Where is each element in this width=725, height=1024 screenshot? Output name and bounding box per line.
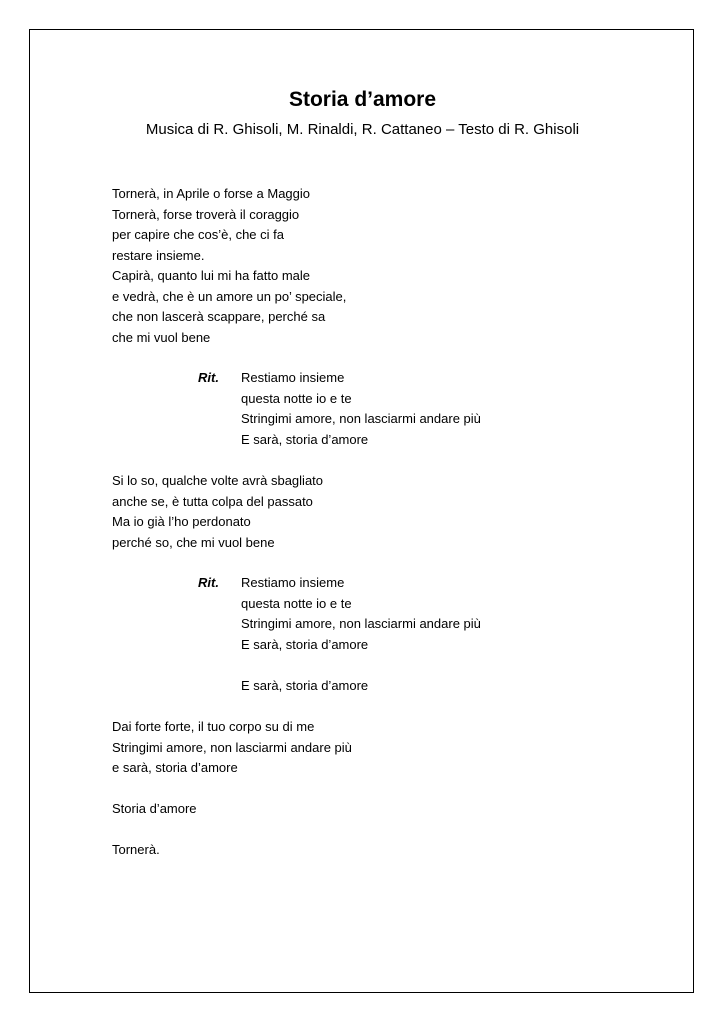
lyric-line: per capire che cos’è, che ci fa xyxy=(112,227,284,242)
verse-2 xyxy=(112,471,323,553)
outro-2 xyxy=(112,840,160,861)
refrain-line: Stringimi amore, non lasciarmi andare più xyxy=(241,411,481,426)
song-title: Storia d’amore xyxy=(288,88,437,111)
refrain-line: questa notte io e te xyxy=(241,595,352,611)
verse-1 xyxy=(112,184,346,348)
lyric-line: perché so, che mi vuol bene xyxy=(112,534,275,550)
refrain-lines xyxy=(241,368,481,450)
refrain-line: E sarà, storia d’amore xyxy=(241,431,369,447)
lyric-line: e vedrà, che è un amore un po’ speciale, xyxy=(112,288,347,304)
outro-1 xyxy=(112,799,197,820)
refrain-line: Stringimi amore, non lasciarmi andare più xyxy=(241,616,481,631)
refrain-line: Restiamo insieme xyxy=(241,370,345,385)
refrain-lines xyxy=(241,573,481,696)
lyric-line: Dai forte forte, il tuo corpo su di me xyxy=(112,719,315,734)
lyric-line: che mi vuol bene xyxy=(112,329,211,345)
lyric-line: anche se, è tutta colpa del passato xyxy=(112,493,313,509)
refrain-label: Rit. xyxy=(198,575,219,590)
lyric-line: e sarà, storia d’amore xyxy=(112,760,238,775)
refrain-line: E sarà, storia d’amore xyxy=(241,636,369,652)
verse-3 xyxy=(112,717,352,779)
lyric-line: Storia d’amore xyxy=(112,801,197,816)
lyric-line: Tornerà, forse troverà il coraggio xyxy=(112,206,300,222)
lyric-line: che non lascerà scappare, perché sa xyxy=(112,309,326,324)
refrain-line: E sarà, storia d’amore xyxy=(241,677,369,693)
lyric-line: Tornerà. xyxy=(112,842,160,857)
refrain-line xyxy=(241,655,481,676)
lyric-line: Stringimi amore, non lasciarmi andare più xyxy=(112,739,352,755)
refrain-line: Restiamo insieme xyxy=(241,575,345,590)
lyric-line: Capirà, quanto lui mi ha fatto male xyxy=(112,268,310,283)
refrain-label: Rit. xyxy=(198,370,219,385)
lyric-line: restare insieme. xyxy=(112,247,205,263)
refrain-line: questa notte io e te xyxy=(241,390,352,406)
lyric-line: Tornerà, in Aprile o forse a Maggio xyxy=(112,186,310,201)
song-credits: Musica di R. Ghisoli, M. Rinaldi, R. Cattaneo – Testo di R. Ghisoli xyxy=(145,121,580,138)
lyric-line: Si lo so, qualche volte avrà sbagliato xyxy=(112,473,324,488)
lyric-line: Ma io già l’ho perdonato xyxy=(112,514,251,529)
